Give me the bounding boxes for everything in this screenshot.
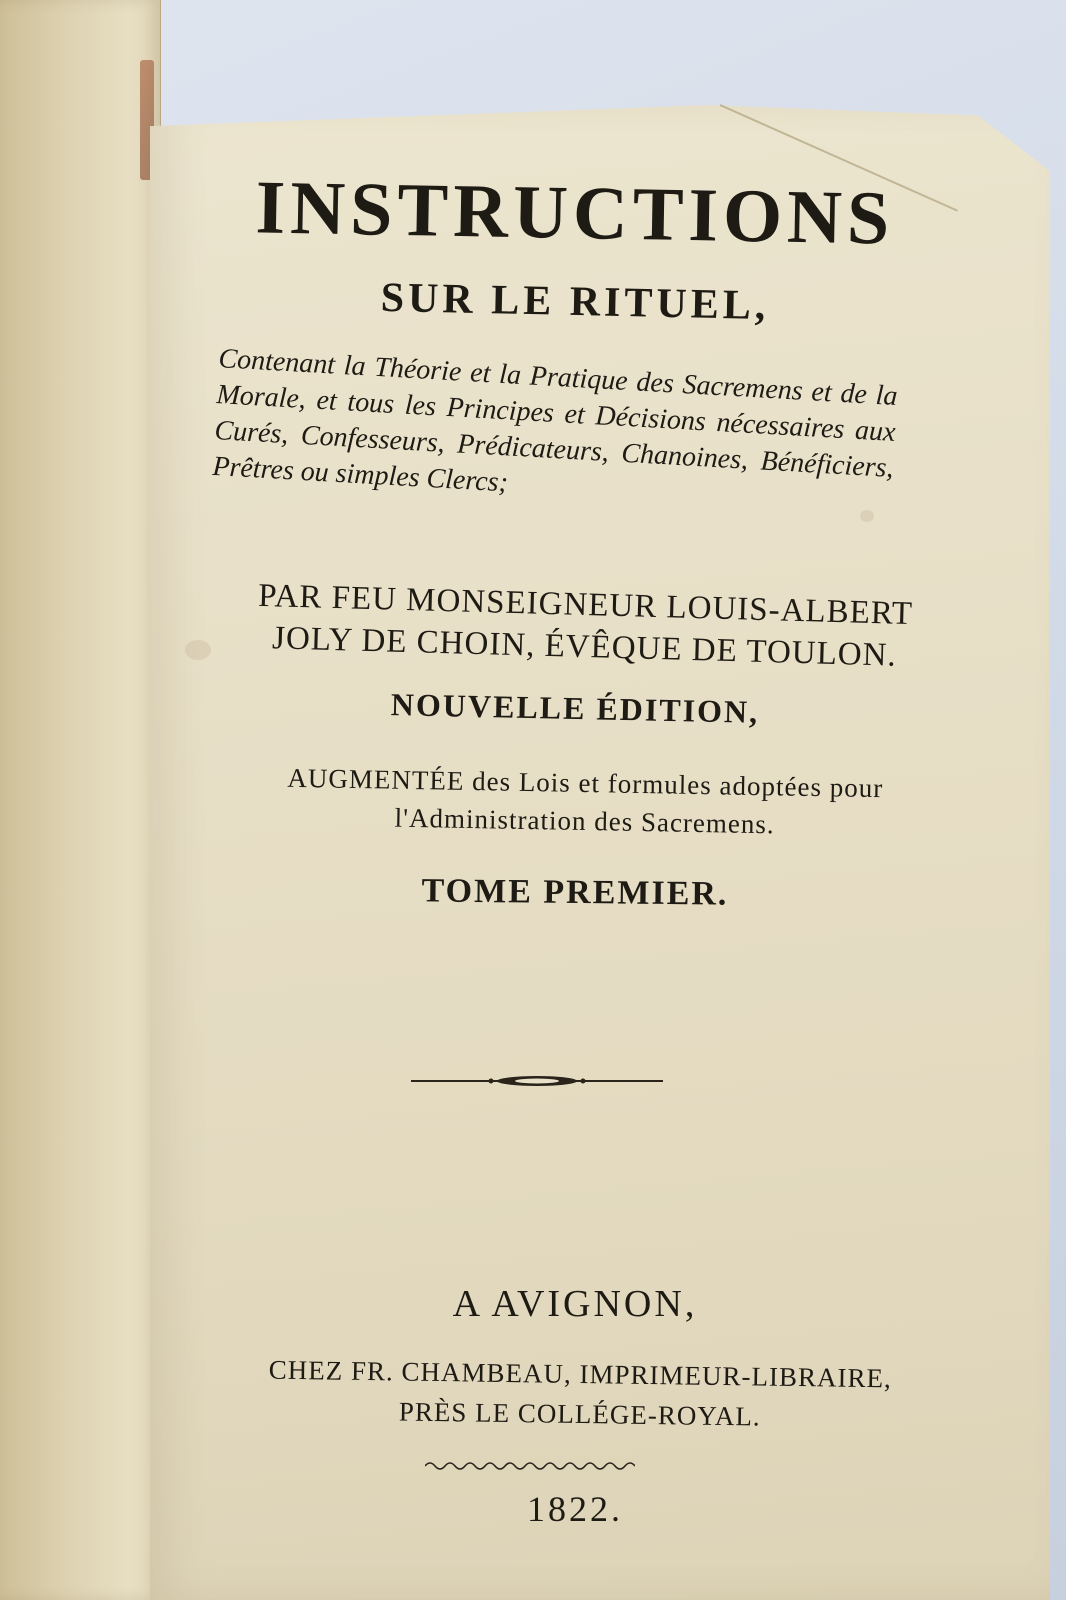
book-subtitle: SUR LE RITUEL, bbox=[380, 274, 770, 330]
author-line: JOLY DE CHOIN, ÉVÊQUE DE TOULON. bbox=[271, 620, 898, 674]
left-page-leaf bbox=[0, 0, 161, 1600]
author-line: PAR FEU MONSEIGNEUR LOUIS-ALBERT bbox=[257, 577, 914, 633]
augmented-line: l'Administration des Sacremens. bbox=[394, 802, 775, 840]
publisher-block bbox=[144, 1348, 1015, 1440]
publication-year: 1822. bbox=[527, 1489, 623, 1529]
volume-label: TOME PREMIER. bbox=[421, 872, 729, 913]
small-ornamental-rule bbox=[425, 1460, 635, 1472]
author-block bbox=[194, 573, 976, 679]
augmented-note bbox=[194, 757, 975, 847]
ornamental-rule bbox=[411, 1072, 663, 1090]
edition-label: NOUVELLE ÉDITION, bbox=[390, 686, 760, 730]
augmented-line: AUGMENTÉE des Lois et formules adoptées pour bbox=[287, 762, 884, 804]
publication-place: A AVIGNON, bbox=[452, 1283, 698, 1325]
publisher-line: PRÈS LE COLLÉGE-ROYAL. bbox=[398, 1396, 761, 1432]
book-title: INSTRUCTIONS bbox=[255, 165, 895, 261]
book-description: Contenant la Théorie et la Pratique des Sacremens et de la Morale, et tous les Principes et Décisions nécessaires aux Curés, Confesseurs, Prédicateurs, Chanoines, Bénéficiers, Prêtres ou simples Clercs; bbox=[211, 343, 899, 499]
title-page-content bbox=[175, 165, 975, 1570]
publisher-line: CHEZ FR. CHAMBEAU, IMPRIMEUR-LIBRAIRE, bbox=[268, 1354, 892, 1394]
